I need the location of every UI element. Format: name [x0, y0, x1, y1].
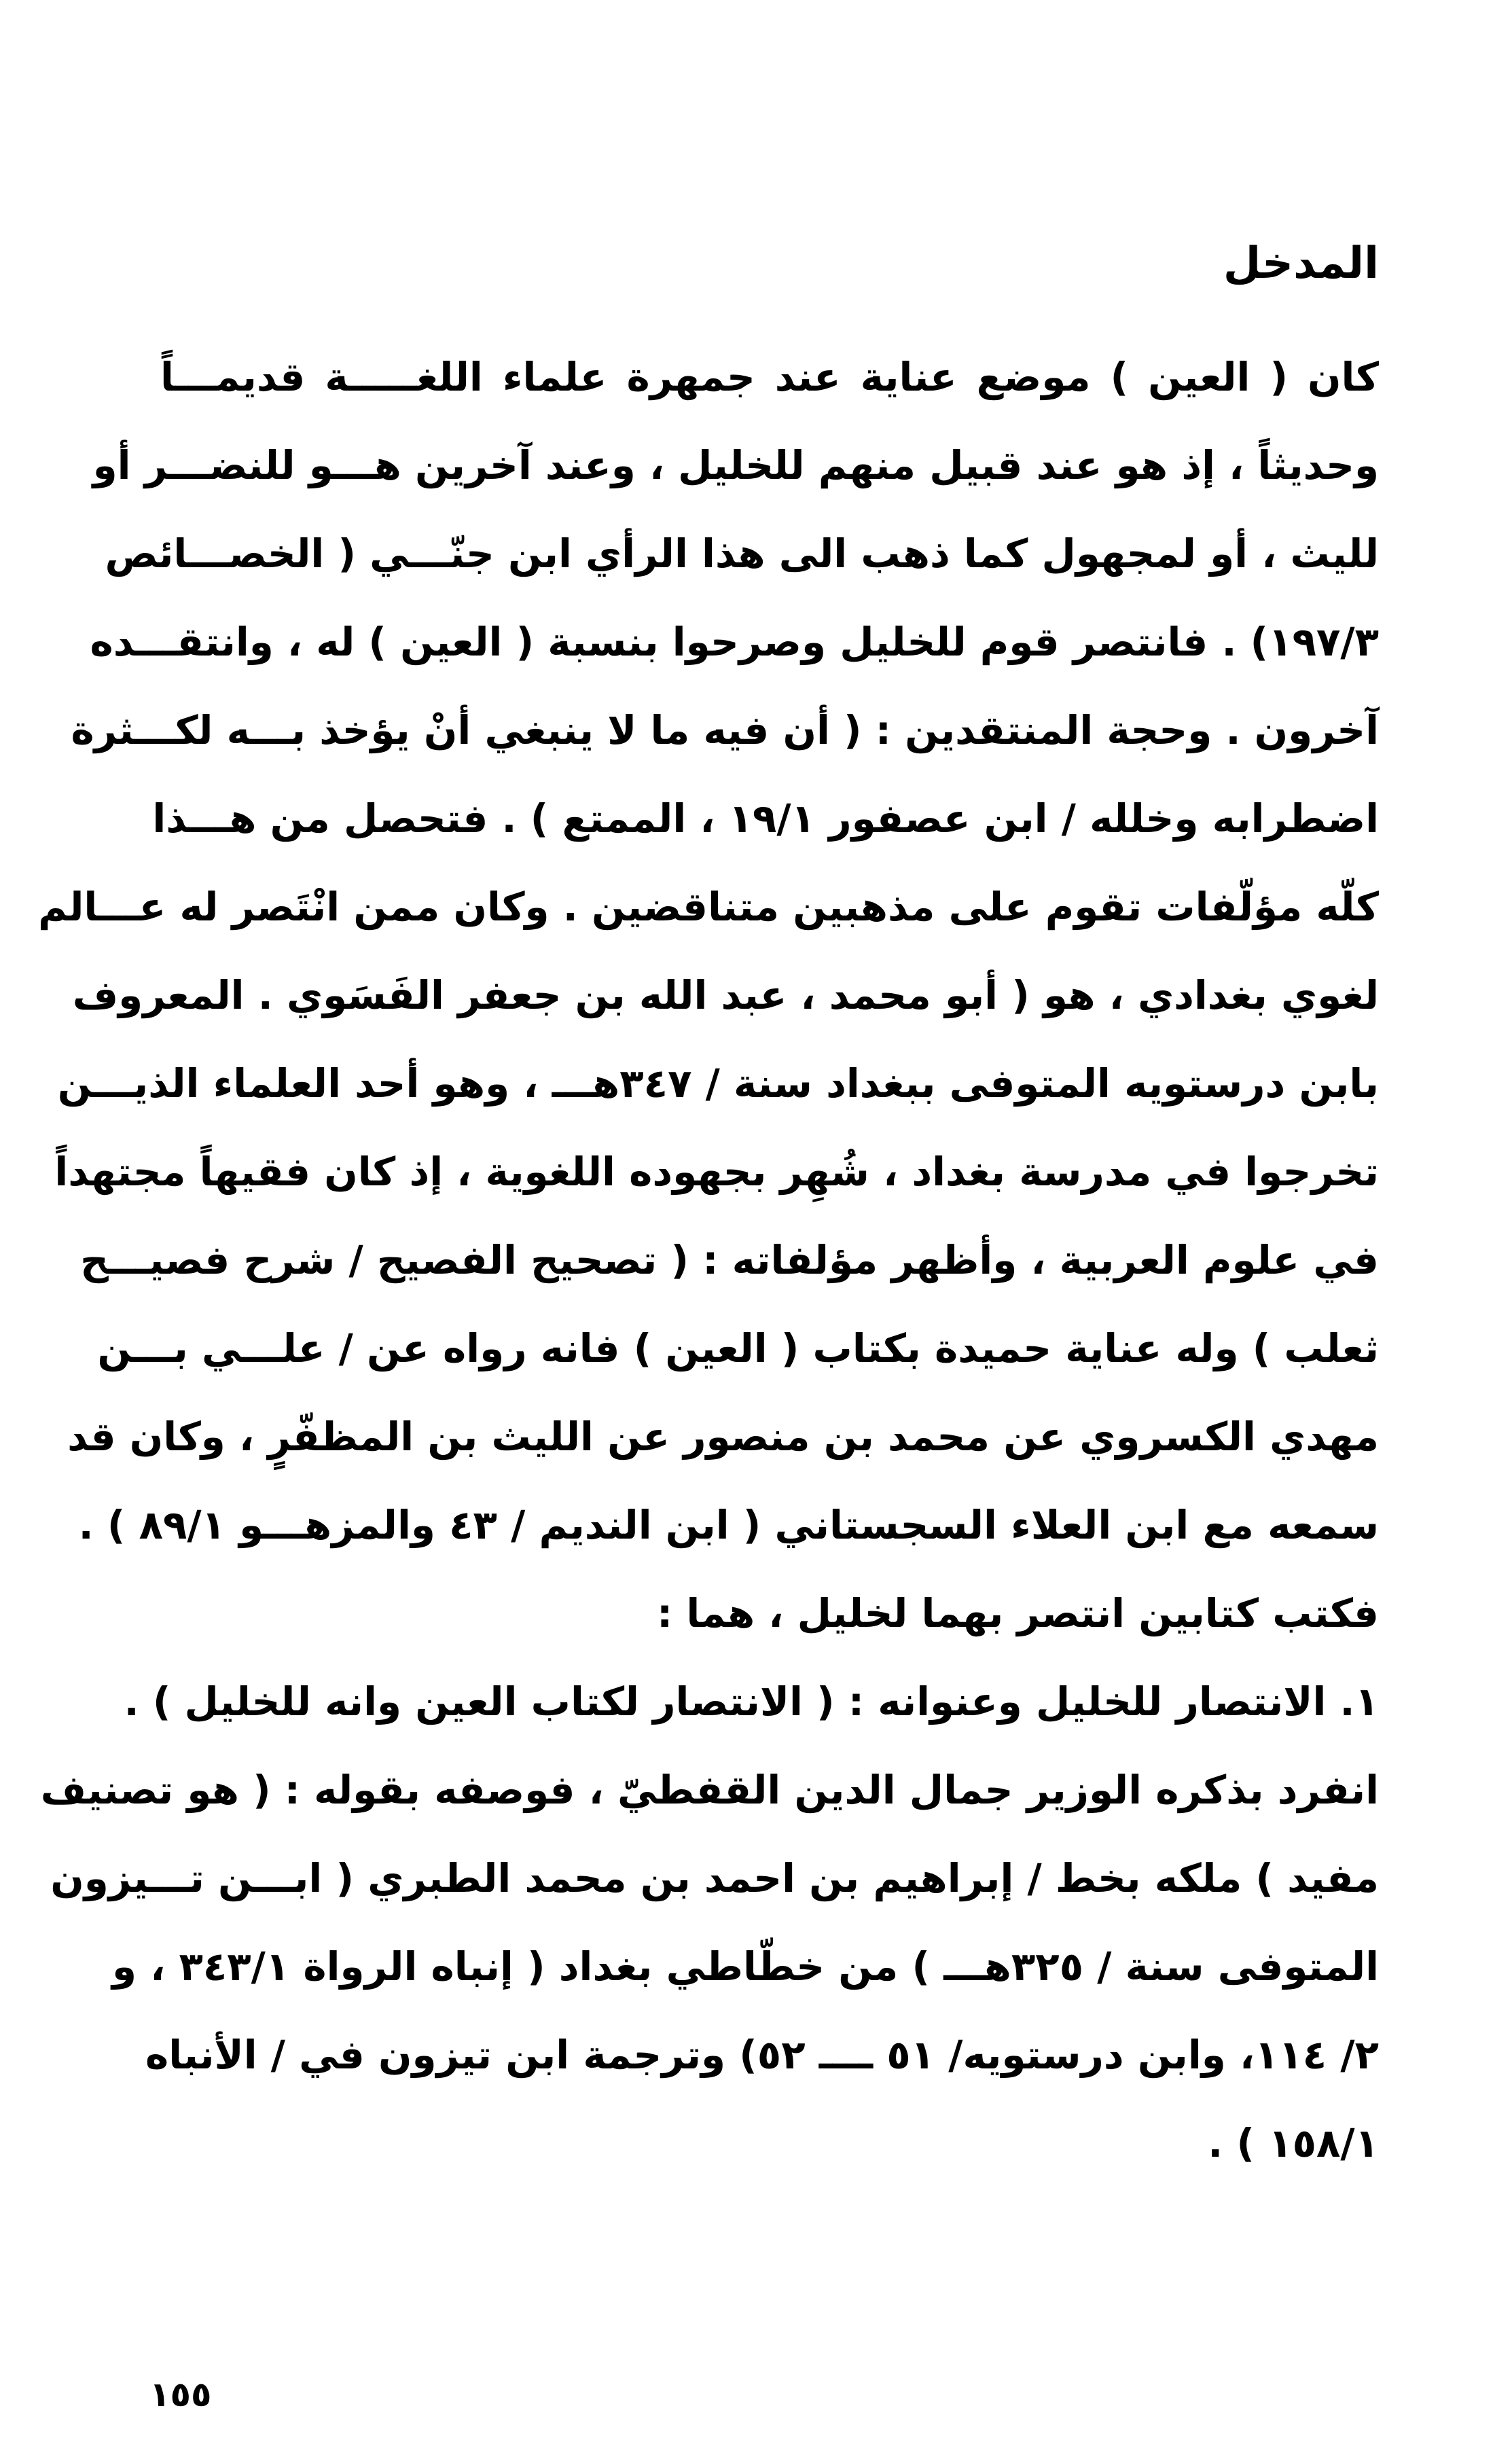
text-line: كان ( العين ) موضع عناية عند جمهرة علماء اللغـــــة قديمـــاً — [160, 354, 1379, 400]
text-line: المتوفى سنة / ٣٢٥هـــ ) من خطّاطي بغداد ( إنباه الرواة ٣٤٣/١ ، و — [111, 1943, 1379, 1990]
text-line: مفيد ) ملكه بخط / إبراهيم بن احمد بن محمد الطبري ( ابـــن تـــيزون — [50, 1855, 1379, 1901]
text-line: فكتب كتابين انتصر بهما لخليل ، هما : — [656, 1590, 1379, 1636]
text-line: كلّه مؤلّفات تقوم على مذهبين متناقضين . وكان ممن انْتَصر له عـــالم — [38, 884, 1379, 930]
section-heading: المدخل — [1223, 238, 1379, 289]
text-line: ٢/ ١١٤، وابن درستويه/ ٥١ ــــ ٥٢) وترجمة ابن تيزون في / الأنباه — [145, 2032, 1379, 2078]
text-line: انفرد بذكره الوزير جمال الدين القفطيّ ، فوصفه بقوله : ( هو تصنيف — [40, 1767, 1379, 1813]
text-line: سمعه مع ابن العلاء السجستاني ( ابن النديم / ٤٣ والمزهـــو ٨٩/١ ) . — [78, 1502, 1379, 1548]
text-line: في علوم العربية ، وأظهر مؤلفاته : ( تصحيح الفصيح / شرح فصيـــح — [80, 1237, 1379, 1283]
text-line: مهدي الكسروي عن محمد بن منصور عن الليث بن المظفّرٍ ، وكان قد — [67, 1414, 1379, 1460]
text-line: ١٥٨/١ ) . — [1208, 2120, 1379, 2166]
text-line: ١. الانتصار للخليل وعنوانه : ( الانتصار لكتاب العين وانه للخليل ) . — [124, 1679, 1379, 1725]
text-line: آخرون . وحجة المنتقدين : ( أن فيه ما لا ينبغي أنْ يؤخذ بـــه لكـــثرة — [71, 707, 1379, 753]
text-line: اضطرابه وخلله / ابن عصفور ١٩/١ ، الممتع ) . فتحصل من هـــذا — [152, 795, 1379, 842]
text-line: وحديثاً ، إذ هو عند قبيل منهم للخليل ، وعند آخرين هـــو للنضـــر أو — [92, 442, 1379, 488]
text-line: تخرجوا في مدرسة بغداد ، شُهِر بجهوده اللغوية ، إذ كان فقيهاً مجتهداً — [54, 1149, 1379, 1195]
body-text — [38, 333, 1379, 2187]
page-number: ١٥٥ — [149, 2375, 212, 2414]
text-line: بابن درستويه المتوفى ببغداد سنة / ٣٤٧هـــ ، وهو أحد العلماء الذيـــن — [57, 1060, 1379, 1107]
text-line: لغوي بغدادي ، هو ( أبو محمد ، عبد الله بن جعفر الفَسَوي . المعروف — [72, 972, 1379, 1018]
text-line: لليث ، أو لمجهول كما ذهب الى هذا الرأي ابن جنّـــي ( الخصـــائص — [105, 531, 1379, 577]
text-line: ١٩٧/٣) . فانتصر قوم للخليل وصرحوا بنسبة ( العين ) له ، وانتقـــده — [90, 619, 1379, 665]
text-line: ثعلب ) وله عناية حميدة بكتاب ( العين ) فانه رواه عن / علـــي بـــن — [97, 1325, 1379, 1371]
